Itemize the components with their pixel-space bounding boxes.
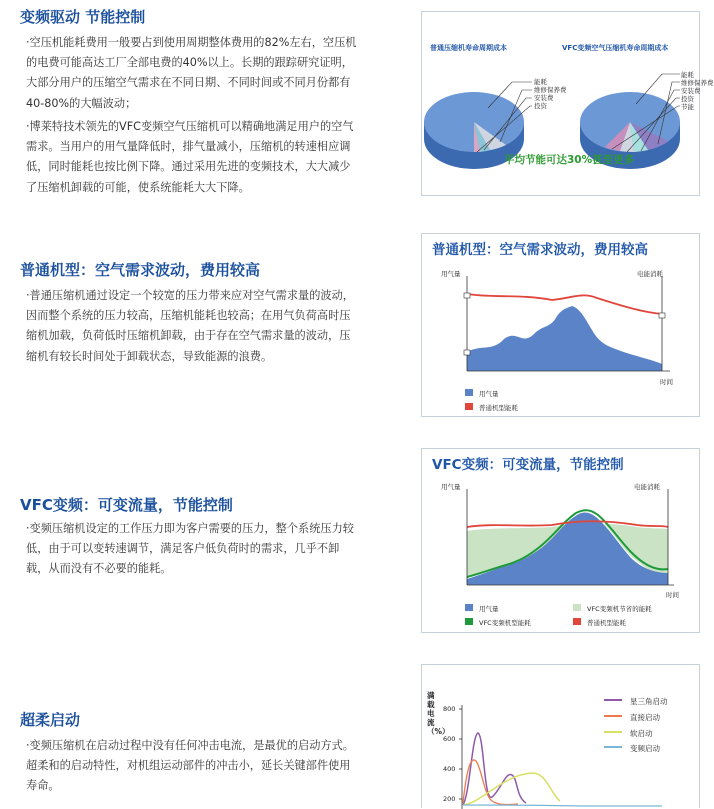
y-axis-left-label: 用气量 (441, 270, 461, 278)
section-title-soft-start: 超柔启动 (20, 711, 81, 729)
standard-model-figure (421, 233, 700, 417)
legend-swatch (465, 618, 473, 625)
soft-start-figure (421, 664, 700, 808)
lifecycle-cost-figure (421, 11, 714, 196)
section-paragraph: ·空压机能耗费用一般要占到使用周期整体费用的82%左右，空压机的电费可能高达工厂全部电费的40%以上。长期的跟踪研究证明，大部分用户的压缩空气需求在不同日期、不同时间或不同月份都有40-80%的大幅波动； (26, 36, 357, 110)
vfc-figure (421, 448, 700, 633)
y-tick-label: 600 (443, 735, 456, 743)
legend-swatch (573, 618, 581, 625)
section-title-vfc: VFC变频：可变流量，节能控制 (20, 496, 233, 514)
pie-title-vfc: VFC变频空气压缩机寿命周期成本 (562, 44, 669, 52)
pie2-label: 安装费 (681, 87, 701, 95)
pie1-label: 维修保养费 (534, 86, 567, 94)
pie2-label: 投资 (681, 95, 694, 103)
section-paragraph: ·变频压缩机在启动过程中没有任何冲击电流，是最优的启动方式。超柔和的启动特性，对机组运动部件的冲击小，延长关键部件使用寿命。 (26, 739, 354, 793)
section-paragraph: ·变频压缩机设定的工作压力即为客户需要的压力，整个系统压力较低，由于可以变转速调节，满足客户低负荷时的需求，几乎不卸载，从而没有不必要的能耗。 (26, 522, 354, 576)
section-paragraph: ·博莱特技术领先的VFC变频空气压缩机可以精确地满足用户的空气需求。当用户的用气量降低时，排气量减小，压缩机的转速相应调低，同时能耗也按比例下降。通过采用先进的变频技术，大大减少了压缩机卸载的可能，使系统能耗大大下降。 (26, 120, 354, 194)
pie2-label: 能耗 (681, 71, 694, 79)
figure-title: 普通机型：空气需求波动，费用较高 (432, 242, 648, 258)
savings-caption: 平均节能可达30%甚至更多 (504, 154, 635, 166)
soft-start-curve (463, 773, 560, 805)
soft-start-chart (422, 665, 701, 809)
legend-label: 普通机型能耗 (587, 619, 626, 627)
legend-swatch (465, 403, 473, 410)
legend-label: VFC变频机节省的能耗 (587, 605, 652, 613)
y-axis-label: 满载电流（%） (427, 691, 450, 736)
pie1-label: 投资 (534, 102, 547, 110)
pie1-label: 安装费 (534, 94, 554, 102)
legend-swatch (573, 604, 581, 611)
vfd-start-curve (463, 805, 662, 806)
pie1-label: 能耗 (534, 78, 547, 86)
vfc-chart (422, 449, 701, 634)
pie2-label: 节能 (681, 103, 694, 111)
pie-title-standard: 普通压缩机寿命周期成本 (430, 44, 507, 52)
legend-label: 用气量 (479, 605, 499, 613)
y-tick-label: 400 (443, 765, 456, 773)
legend-label: 星三角启动 (630, 697, 668, 706)
x-axis-label: 时间 (666, 591, 679, 599)
section-paragraph: ·普通压缩机通过设定一个较宽的压力带来应对空气需求量的波动，因而整个系统的压力较高，压缩机能耗也较高；在用气负荷高时压缩机加载，负荷低时压缩机卸载，由于存在空气需求量的波动，压缩机有较长时间处于卸载状态，导致能源的浪费。 (26, 289, 354, 363)
y-axis-right-label: 电能消耗 (634, 483, 660, 491)
legend-label: VFC变频机型能耗 (479, 619, 531, 627)
air-demand-area (467, 306, 662, 371)
y-axis-right-label: 电能消耗 (637, 270, 663, 278)
x-axis-label: 时间 (660, 378, 673, 386)
legend-label: 直接启动 (630, 713, 660, 722)
y-tick-label: 800 (443, 705, 456, 713)
legend-label: 普通机型能耗 (479, 404, 518, 412)
legend-label: 用气量 (479, 390, 499, 398)
figure-title: VFC变频：可变流量，节能控制 (432, 457, 624, 473)
legend-label: 软启动 (630, 729, 653, 738)
section-title-standard-model: 普通机型：空气需求波动，费用较高 (20, 261, 261, 279)
y-tick-label: 200 (443, 795, 456, 803)
legend-label: 变频启动 (630, 744, 660, 753)
pie-charts-graphic (422, 12, 701, 197)
section-title-vfd-drive: 变频驱动 节能控制 (20, 8, 146, 26)
legend-swatch (465, 389, 473, 396)
y-axis-left-label: 用气量 (441, 483, 461, 491)
standard-model-chart (422, 234, 701, 418)
star-delta-curve (463, 733, 526, 805)
legend-swatch (465, 604, 473, 611)
pie2-label: 维修保养费 (681, 79, 714, 87)
